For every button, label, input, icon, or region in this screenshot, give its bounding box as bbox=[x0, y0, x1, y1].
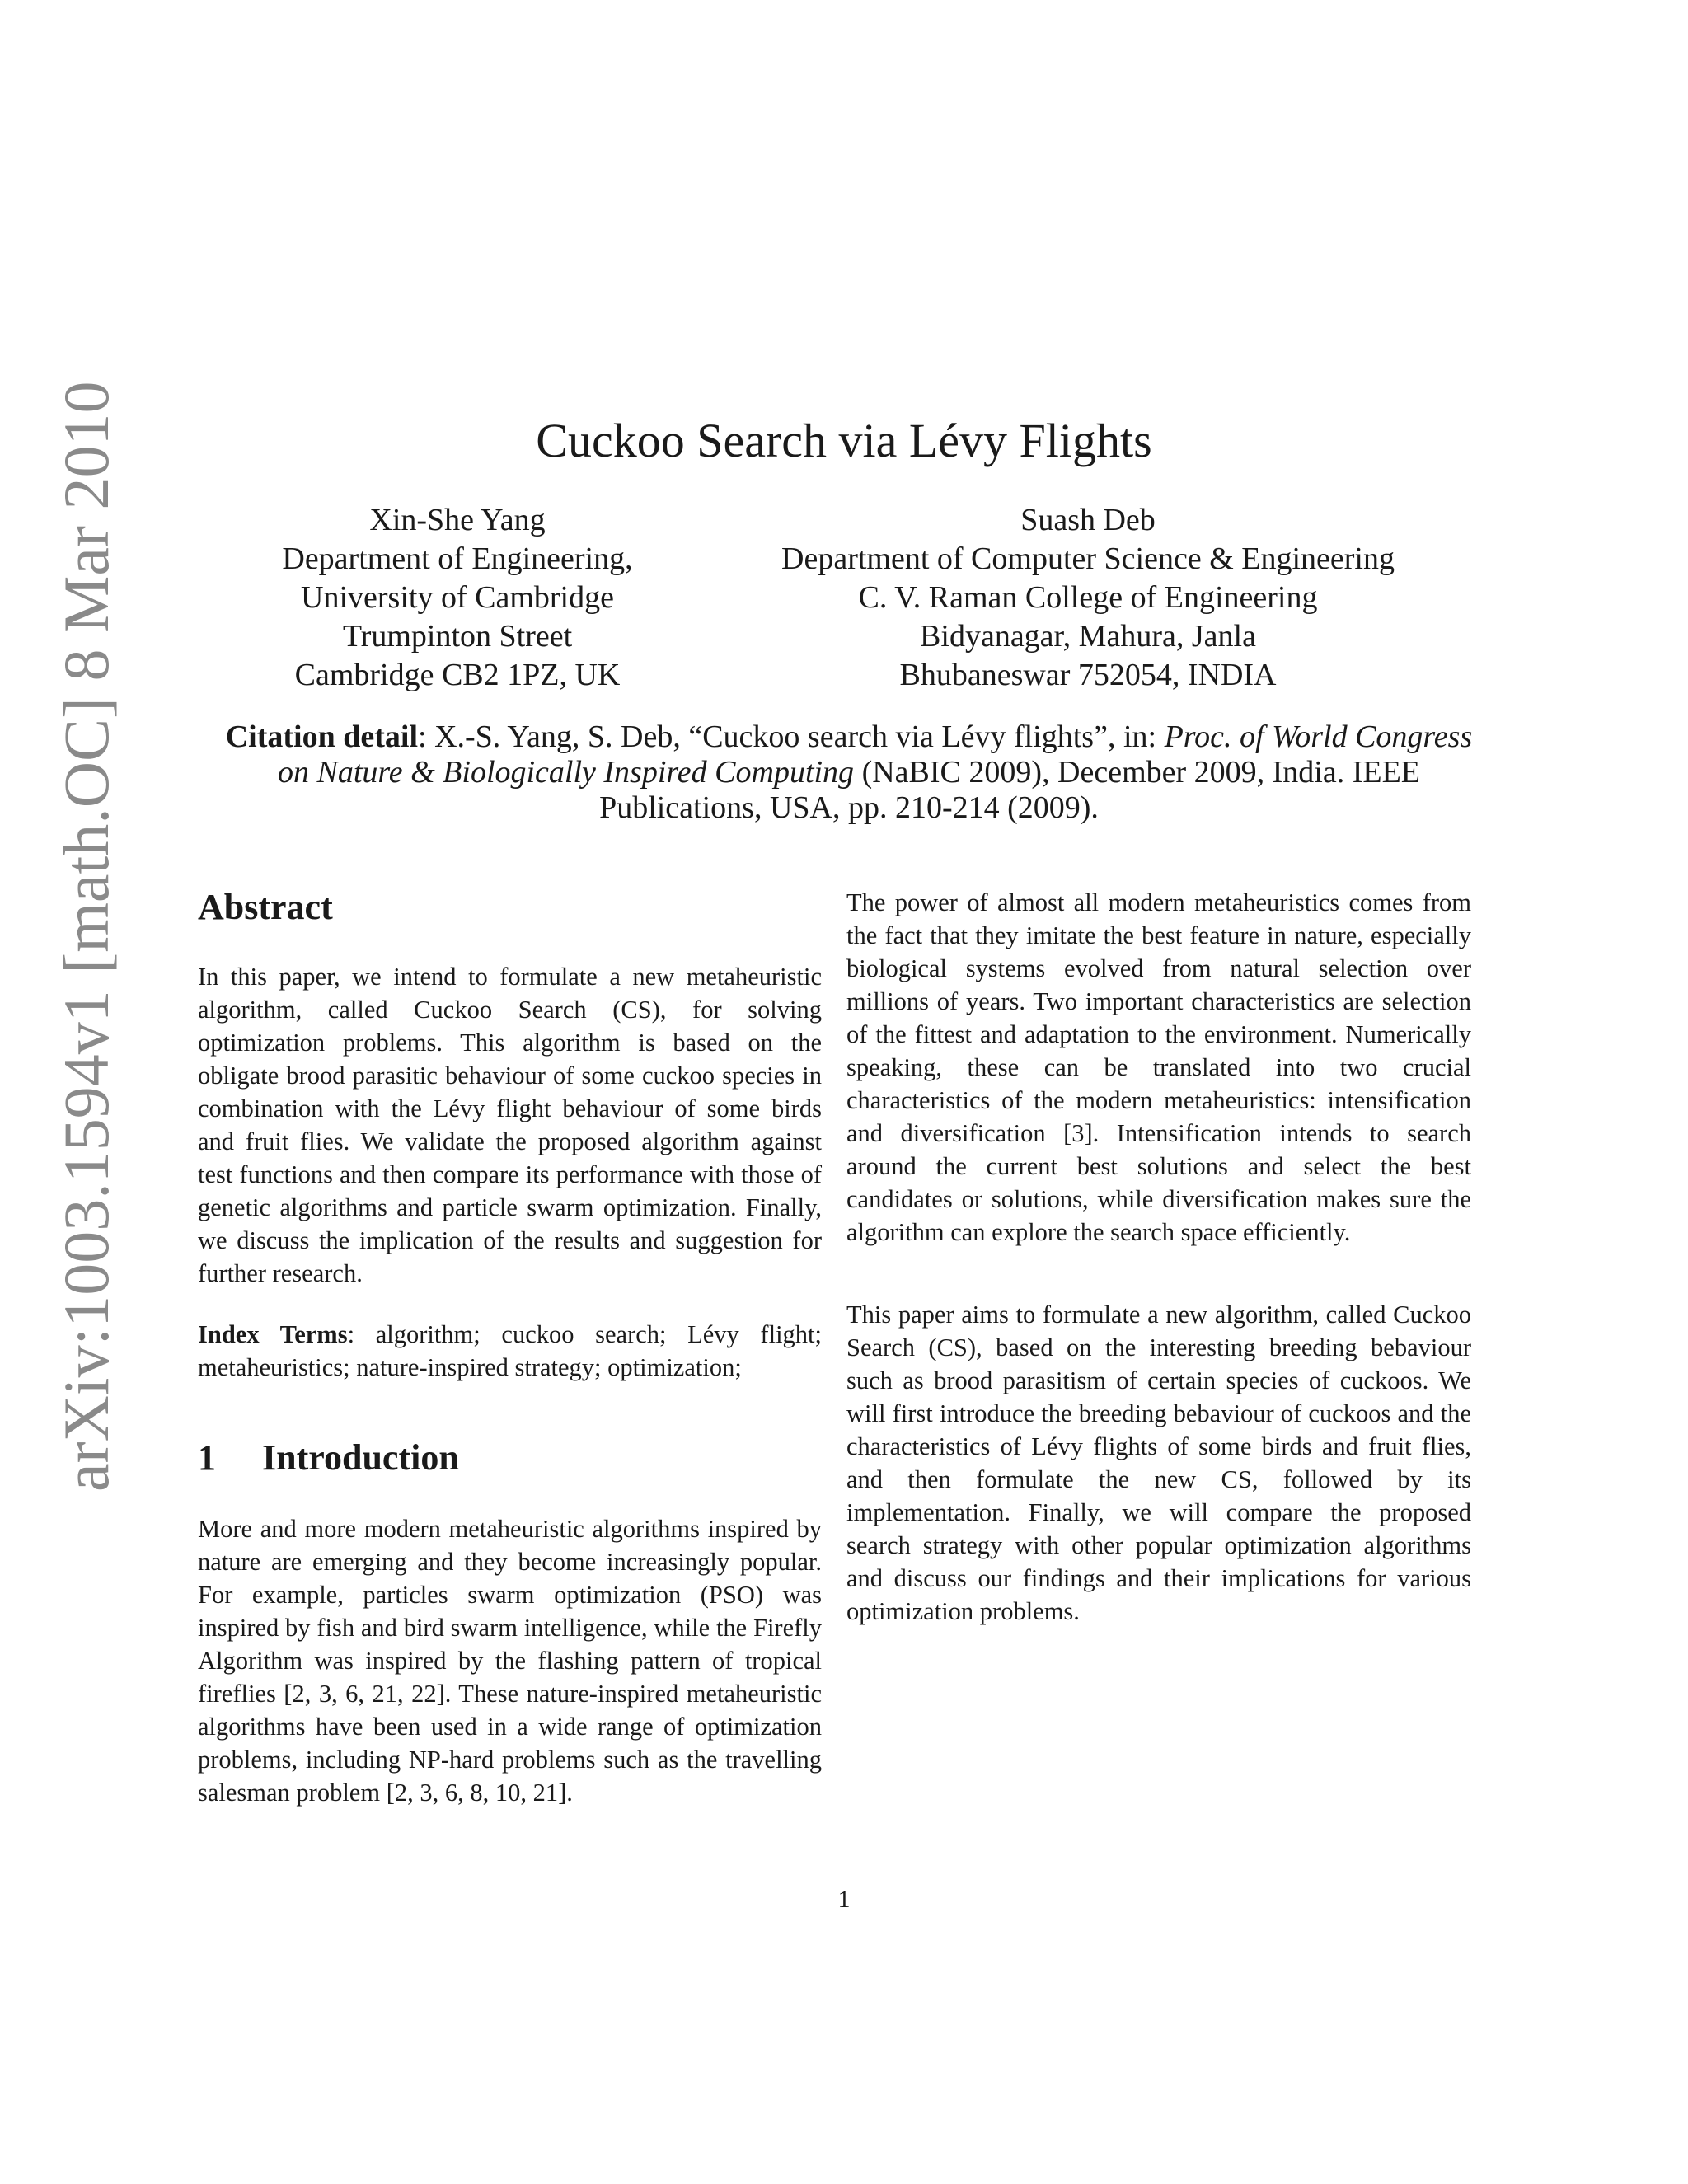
section-number: 1 bbox=[198, 1437, 216, 1478]
citation-detail bbox=[223, 719, 1475, 826]
left-column bbox=[198, 886, 822, 1809]
arxiv-identifier: arXiv:1003.1594v1 [math.OC] 8 Mar 2010 bbox=[50, 381, 122, 1492]
author-1-affiliation-line: University of Cambridge bbox=[301, 580, 614, 615]
citation-text-end: (NaBIC 2009), December 2009, India. IEEE Publications, USA, pp. 210-214 (2009). bbox=[599, 755, 1421, 825]
section-heading-introduction bbox=[198, 1436, 822, 1479]
right-column bbox=[846, 886, 1471, 1628]
citation-venue: Proc. of World Congress on Nature & Biologically Inspired Computing bbox=[277, 719, 1473, 790]
intro-paragraph-3: This paper aims to formulate a new algorithm, called Cuckoo Search (CS), based on the interesting breeding bebaviour such as brood parasitism of certain species of cuckoos. We will first introduce the breeding bebaviour of cuckoos and the characteristics of Lévy flights of some birds and fruit flies, and then formulate the new CS, followed by its implementation. Finally, we will compare the proposed search strategy with other popular optimization algorithms and discuss our findings and their implications for various optimization problems. bbox=[846, 1301, 1471, 1625]
citation-text: : X.-S. Yang, S. Deb, “Cuckoo search via Lévy flights”, in: bbox=[418, 719, 1165, 754]
author-2-affiliation-line: Bidyanagar, Mahura, Janla bbox=[920, 619, 1256, 654]
intro-paragraph-1: More and more modern metaheuristic algorithms inspired by nature are emerging and they become increasingly popular. For example, particles swarm optimization (PSO) was inspired by fish and bird swarm intelligence, while the Firefly Algorithm was inspired by the flashing pattern of tropical fireflies [2, 3, 6, 21, 22]. These nature-inspired metaheuristic algorithms have been used in a wide range of optimization problems, including NP-hard problems such as the travelling salesman problem [2, 3, 6, 8, 10, 21]. bbox=[198, 1515, 822, 1807]
paper-title: Cuckoo Search via Lévy Flights bbox=[536, 414, 1152, 467]
index-terms bbox=[198, 1318, 822, 1384]
author-2-name: Suash Deb bbox=[1020, 503, 1156, 537]
index-terms-text: : algorithm; cuckoo search; Lévy flight; metaheuristics; nature-inspired strategy; optimization; bbox=[198, 1320, 822, 1381]
author-1-affiliation-line: Cambridge CB2 1PZ, UK bbox=[294, 658, 621, 692]
abstract-body: In this paper, we intend to formulate a new metaheuristic algorithm, called Cuckoo Search (CS), for solving optimization problems. This algorithm is based on the obligate brood parasitic behaviour of some cuckoo species in combination with the Lévy flight behaviour of some birds and fruit flies. We validate the proposed algorithm against test functions and then compare its performance with those of genetic algorithms and particle swarm optimization. Finally, we discuss the implication of the results and suggestion for further research. bbox=[198, 963, 822, 1287]
author-2-affiliation-line: C. V. Raman College of Engineering bbox=[858, 580, 1318, 615]
author-2 bbox=[725, 501, 1451, 695]
page-number: 1 bbox=[837, 1886, 851, 1913]
intro-paragraph-2: The power of almost all modern metaheuristics comes from the fact that they imitate the best feature in nature, especially biological systems evolved from natural selection over millions of years. Two important characteristics are selection of the fittest and adaptation to the environment. Numerically speaking, these can be translated into two crucial characteristics of the modern metaheuristics: intensification and diversification [3]. Intensification intends to search around the current best solutions and select the best candidates or solutions, while diversification makes sure the algorithm can explore the search space efficiently. bbox=[846, 888, 1471, 1246]
author-1-affiliation-line: Trumpinton Street bbox=[342, 619, 573, 654]
author-1 bbox=[256, 501, 659, 695]
section-title: Introduction bbox=[262, 1437, 459, 1478]
author-1-name: Xin-She Yang bbox=[369, 503, 546, 537]
citation-label: Citation detail bbox=[225, 719, 419, 754]
author-1-affiliation-line: Department of Engineering, bbox=[282, 541, 633, 576]
author-2-affiliation-line: Bhubaneswar 752054, INDIA bbox=[899, 658, 1277, 692]
index-terms-label: Index Terms bbox=[198, 1320, 348, 1348]
abstract-heading: Abstract bbox=[198, 887, 333, 927]
author-2-affiliation-line: Department of Computer Science & Engineering bbox=[781, 541, 1395, 576]
